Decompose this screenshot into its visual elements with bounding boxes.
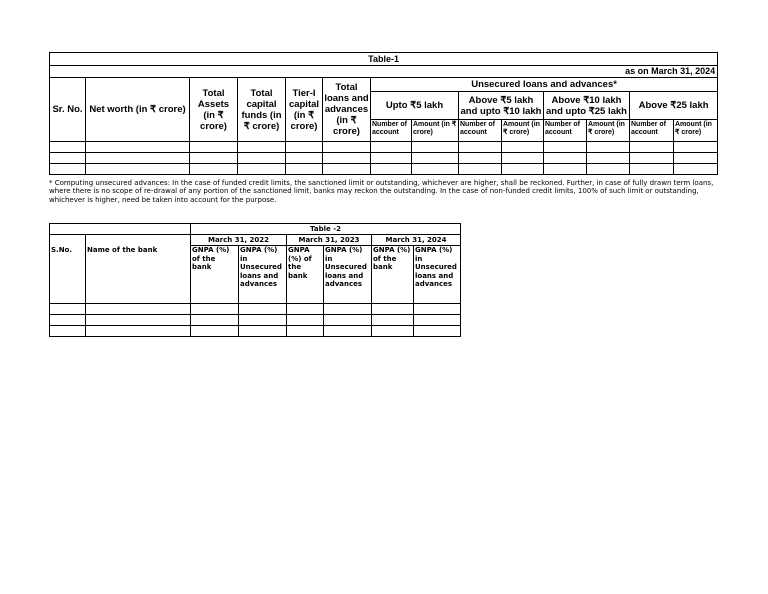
header-tier1: Tier-I capital (in ₹ crore) xyxy=(286,78,323,142)
subheader-accounts: Number of account xyxy=(371,120,412,142)
subheader-amount: Amount (in ₹ crore) xyxy=(412,120,459,142)
gnpa-unsecured-2023: GNPA (%) in Unsecured loans and advances xyxy=(324,246,372,304)
header-total-capital: Total capital funds (in ₹ crore) xyxy=(238,78,286,142)
gnpa-bank-2022: GNPA (%) of the bank xyxy=(191,246,239,304)
header-sr-no: Sr. No. xyxy=(50,78,86,142)
table-1-title: Table-1 xyxy=(50,53,718,66)
header-sno: S.No. xyxy=(50,246,86,304)
footnote: * Computing unsecured advances: In the case of funded credit limits, the sanctioned limit or outstanding, whichever are higher, shall be reckoned. Further, in case of fully drawn term loans, where there is no scope of re-drawal of any portion of the sanctioned limit, banks may reckon the outstanding. In the case of non-funded credit limits, 100% of such limit or outstanding, whichever is higher, need be taken into account for the purpose. xyxy=(49,179,714,204)
group-5-to-10: Above ₹5 lakh and upto ₹10 lakh xyxy=(459,92,544,120)
year-2023: March 31, 2023 xyxy=(287,235,372,246)
table-row xyxy=(50,153,718,164)
subheader-amount: Amount (in ₹ crore) xyxy=(587,120,630,142)
header-net-worth: Net worth (in ₹ crore) xyxy=(86,78,190,142)
header-total-assets: Total Assets (in ₹ crore) xyxy=(190,78,238,142)
gnpa-unsecured-2024: GNPA (%) in Unsecured loans and advances xyxy=(414,246,461,304)
subheader-amount: Amount (in ₹ crore) xyxy=(674,120,718,142)
table-1 xyxy=(49,52,718,175)
gnpa-bank-2024: GNPA (%) of the bank xyxy=(372,246,414,304)
table-row xyxy=(50,164,718,175)
table-row xyxy=(50,326,461,337)
year-2022: March 31, 2022 xyxy=(191,235,287,246)
table-2-title: Table -2 xyxy=(191,224,461,235)
table-row xyxy=(50,315,461,326)
year-2024: March 31, 2024 xyxy=(372,235,461,246)
group-upto-5: Upto ₹5 lakh xyxy=(371,92,459,120)
header-unsecured: Unsecured loans and advances* xyxy=(371,78,718,92)
subheader-amount: Amount (in ₹ crore) xyxy=(502,120,544,142)
gnpa-bank-2023: GNPA (%) of the bank xyxy=(287,246,324,304)
header-total-loans: Total loans and advances (in ₹ crore) xyxy=(323,78,371,142)
table-2 xyxy=(49,223,461,337)
table-row xyxy=(50,304,461,315)
as-on-date: as on March 31, 2024 xyxy=(50,66,718,78)
table-row xyxy=(50,142,718,153)
subheader-accounts: Number of account xyxy=(459,120,502,142)
header-bank-name: Name of the bank xyxy=(86,246,191,304)
gnpa-unsecured-2022: GNPA (%) in Unsecured loans and advances xyxy=(239,246,287,304)
group-above-25: Above ₹25 lakh xyxy=(630,92,718,120)
subheader-accounts: Number of account xyxy=(544,120,587,142)
group-10-to-25: Above ₹10 lakh and upto ₹25 lakh xyxy=(544,92,630,120)
subheader-accounts: Number of account xyxy=(630,120,674,142)
